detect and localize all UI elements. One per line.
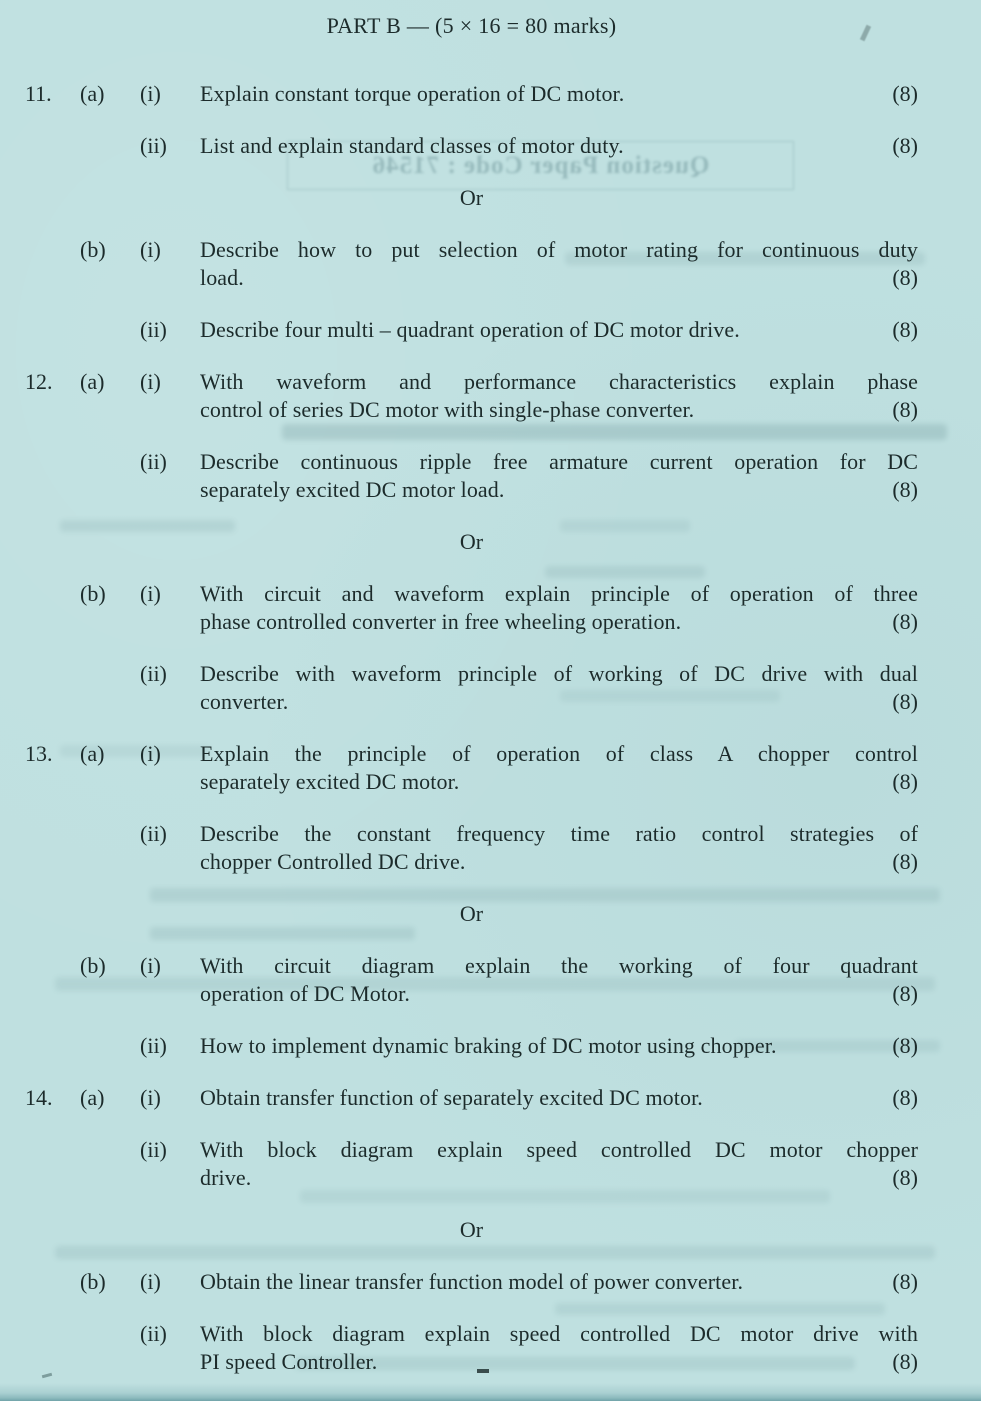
q14-a-ii (25, 1136, 918, 1192)
marks-badge: (8) (892, 133, 918, 158)
q11-b-i (25, 236, 918, 292)
question-text-line: Explain the principle of operation of class A chopper control (200, 741, 918, 766)
or-separator-1 (25, 184, 918, 212)
or-separator-4 (25, 1216, 918, 1244)
subitem-label: (ii) (140, 133, 167, 158)
subitem-label: (ii) (140, 821, 167, 846)
q13-a-ii (25, 820, 918, 876)
part-label: (b) (80, 1269, 106, 1294)
q12-b-i (25, 580, 918, 636)
question-text-line: How to implement dynamic braking of DC motor using chopper. (200, 1033, 777, 1058)
q14-b-ii (25, 1320, 918, 1376)
q14-a-i (25, 1084, 918, 1112)
question-text-line: With block diagram explain speed controlled DC motor chopper (200, 1137, 918, 1162)
marks-badge: (8) (892, 1165, 918, 1190)
question-text-line: Describe how to put selection of motor rating for continuous duty (200, 237, 918, 262)
subitem-label: (i) (140, 1085, 161, 1110)
question-text-line: Obtain the linear transfer function model of power converter. (200, 1269, 744, 1294)
question-text-line: List and explain standard classes of motor duty. (200, 133, 624, 158)
section-title: PART B — (5 × 16 = 80 marks) (326, 13, 617, 38)
subitem-label: (ii) (140, 1321, 167, 1346)
subitem-label: (ii) (140, 317, 167, 342)
question-text-line: chopper Controlled DC drive. (200, 849, 466, 874)
question-text-line: PI speed Controller. (200, 1349, 378, 1374)
question-text-line: Obtain transfer function of separately excited DC motor. (200, 1085, 703, 1110)
question-text-line: converter. (200, 689, 289, 714)
question-text-line: operation of DC Motor. (200, 981, 410, 1006)
subitem-label: (i) (140, 237, 161, 262)
subitem-label: (i) (140, 81, 161, 106)
q12-a-i (25, 368, 918, 424)
q14-b-i (25, 1268, 918, 1296)
marks-badge: (8) (892, 981, 918, 1006)
marks-badge: (8) (892, 1349, 918, 1374)
question-text-line: Describe four multi – quadrant operation of DC motor drive. (200, 317, 740, 342)
part-label: (a) (80, 741, 105, 766)
question-text-line: phase controlled converter in free wheeling operation. (200, 609, 682, 634)
subitem-label: (ii) (140, 661, 167, 686)
question-text-line: Explain constant torque operation of DC motor. (200, 81, 625, 106)
marks-badge: (8) (892, 317, 918, 342)
question-number: 11. (25, 81, 52, 106)
subitem-label: (ii) (140, 449, 167, 474)
q12-b-ii (25, 660, 918, 716)
question-text-line: control of series DC motor with single-phase converter. (200, 397, 695, 422)
or-label: Or (459, 185, 484, 210)
marks-badge: (8) (892, 689, 918, 714)
marks-badge: (8) (892, 609, 918, 634)
subitem-label: (ii) (140, 1137, 167, 1162)
question-number: 12. (25, 369, 53, 394)
question-text-line: With circuit diagram explain the working of four quadrant (200, 953, 918, 978)
part-label: (b) (80, 581, 106, 606)
subitem-label: (i) (140, 1269, 161, 1294)
marks-badge: (8) (892, 397, 918, 422)
scan-edge-shadow (0, 1383, 981, 1401)
marks-badge: (8) (892, 265, 918, 290)
marks-badge: (8) (892, 1033, 918, 1058)
subitem-label: (i) (140, 581, 161, 606)
part-label: (b) (80, 953, 106, 978)
q12-a-ii (25, 448, 918, 504)
marks-badge: (8) (892, 81, 918, 106)
q13-b-ii (25, 1032, 918, 1060)
question-text-line: Describe with waveform principle of working of DC drive with dual (200, 661, 918, 686)
marks-badge: (8) (892, 769, 918, 794)
question-paper-code-bleed-through: Question Paper Code : 71546 (287, 141, 794, 190)
question-number: 13. (25, 741, 53, 766)
ink-smudge (477, 1369, 489, 1373)
or-label: Or (459, 529, 484, 554)
marks-badge: (8) (892, 1269, 918, 1294)
q11-a-i (25, 80, 918, 108)
question-text-line: Describe continuous ripple free armature current operation for DC (200, 449, 918, 474)
marks-badge: (8) (892, 477, 918, 502)
part-label: (a) (80, 81, 105, 106)
part-label: (a) (80, 369, 105, 394)
question-number: 14. (25, 1085, 53, 1110)
subitem-label: (i) (140, 369, 161, 394)
or-separator-3 (25, 900, 918, 928)
q11-b-ii (25, 316, 918, 344)
part-label: (b) (80, 237, 106, 262)
part-label: (a) (80, 1085, 105, 1110)
or-label: Or (459, 1217, 484, 1242)
question-text-line: separately excited DC motor. (200, 769, 460, 794)
question-text-line: drive. (200, 1165, 252, 1190)
q11-a-ii (25, 132, 918, 160)
marks-badge: (8) (892, 849, 918, 874)
question-text-line: With block diagram explain speed controlled DC motor drive with (200, 1321, 918, 1346)
q13-a-i (25, 740, 918, 796)
question-text-line: separately excited DC motor load. (200, 477, 505, 502)
subitem-label: (i) (140, 741, 161, 766)
subitem-label: (i) (140, 953, 161, 978)
question-text-line: Describe the constant frequency time ratio control strategies of (200, 821, 918, 846)
or-separator-2 (25, 528, 918, 556)
question-text-line: With circuit and waveform explain principle of operation of three (200, 581, 918, 606)
q13-b-i (25, 952, 918, 1008)
or-label: Or (459, 901, 484, 926)
subitem-label: (ii) (140, 1033, 167, 1058)
question-text-line: load. (200, 265, 244, 290)
question-text-line: With waveform and performance characteristics explain phase (200, 369, 918, 394)
marks-badge: (8) (892, 1085, 918, 1110)
